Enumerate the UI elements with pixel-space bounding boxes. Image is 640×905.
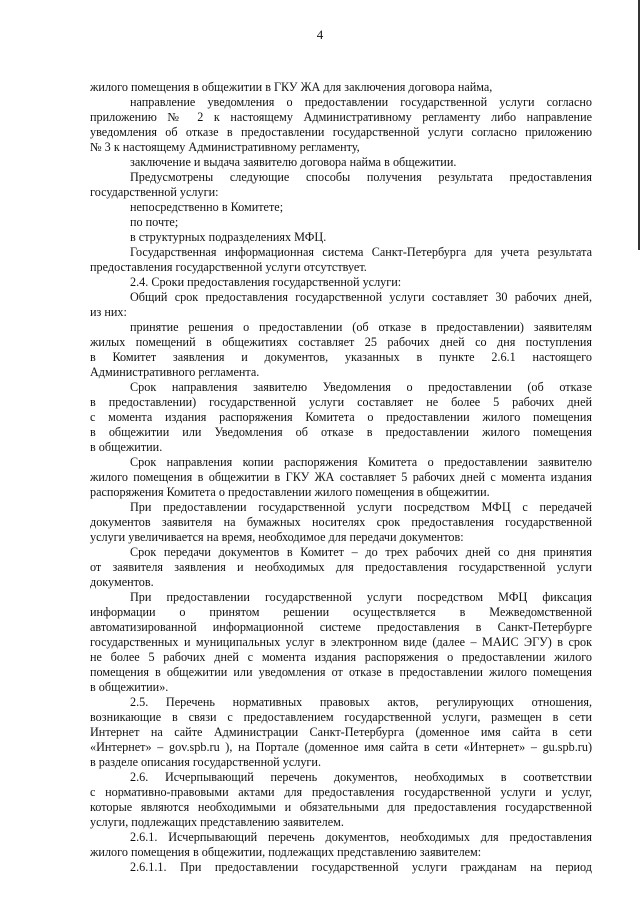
text-line: 2.6.1.1. При предоставлении государственной услуги гражданам на период — [130, 860, 592, 874]
text-line: Общий срок предоставления государственной услуги составляет 30 рабочих дней, — [130, 290, 592, 304]
text-line: в общежитии или Уведомления об отказе в предоставлении жилого помещения — [90, 425, 592, 439]
text-line: в предоставлении) государственной услуги составляет не более 5 рабочих дней — [90, 395, 592, 409]
text-line: с момента издания распоряжения Комитета о предоставлении жилого помещения — [90, 410, 592, 424]
text-line: от заявителя заявления и необходимых для предоставления государственной услуги — [90, 560, 592, 574]
text-line: с нормативно-правовыми актами для предоставления государственной услуги и услуг, — [90, 785, 592, 799]
text-line: жилого помещения в общежитии в ГКУ ЖА для заключения договора найма, — [90, 80, 493, 94]
text-line: документов заявителя на бумажных носителях срок предоставления государственной — [90, 515, 592, 529]
text-line: Государственная информационная система Санкт-Петербурга для учета результата — [130, 245, 592, 259]
text-line: автоматизированной информационной системе предоставления в Санкт-Петербурге — [90, 620, 592, 634]
text-line: заключение и выдача заявителю договора найма в общежитии. — [130, 155, 457, 169]
text-line: непосредственно в Комитете; — [130, 200, 284, 214]
text-line: жилых помещений в общежитиях составляет 25 рабочих дней со дня поступления — [90, 335, 592, 349]
text-line: Срок передачи документов в Комитет – до трех рабочих дней со дня принятия — [130, 545, 592, 559]
text-line: государственной услуги: — [90, 185, 219, 199]
text-line: «Интернет» – gov.spb.ru ), на Портале (доменное имя сайта в сети «Интернет» – gu.spb.ru) — [90, 740, 592, 754]
text-line: помещения в общежитии или уведомления от отказе в предоставлении жилого помещения — [90, 665, 592, 679]
text-line: услуги, подлежащих представлению заявителем. — [90, 815, 344, 829]
text-line: в разделе описания государственной услуги. — [90, 755, 322, 769]
text-line: информации о принятом решении осуществляется в Межведомственной — [90, 605, 592, 619]
text-line: принятие решения о предоставлении (об отказе в предоставлении) заявителям — [130, 320, 592, 334]
text-line: № 3 к настоящему Административному регламенту, — [90, 140, 360, 154]
text-line: При предоставлении государственной услуги посредством МФЦ с передачей — [130, 500, 592, 514]
text-line: жилого помещения в общежитии, подлежащих представлению заявителем: — [90, 845, 482, 859]
text-line: направление уведомления о предоставлении государственной услуги согласно — [130, 95, 592, 109]
text-line: Предусмотрены следующие способы получения результата предоставления — [130, 170, 592, 184]
text-line: в общежитии. — [90, 440, 163, 454]
text-line: жилого помещения в общежитии в ГКУ ЖА составляет 5 рабочих дней с момента издания — [90, 470, 592, 484]
page-number: 4 — [316, 27, 324, 42]
text-line: 2.4. Сроки предоставления государственной услуги: — [130, 275, 402, 289]
text-line: в Комитет заявления и документов, указанных в пункте 2.6.1 настоящего — [90, 350, 592, 364]
text-line: из них: — [90, 305, 127, 319]
text-line: распоряжения Комитета о предоставлении жилого помещения в общежитии. — [90, 485, 490, 499]
text-line: уведомления об отказе в предоставлении государственной услуги согласно приложению — [90, 125, 592, 139]
text-line: 2.5. Перечень нормативных правовых актов, регулирующих отношения, — [130, 695, 592, 709]
text-line: документов. — [90, 575, 154, 589]
text-line: Административного регламента. — [90, 365, 260, 379]
text-line: При предоставлении государственной услуги посредством МФЦ фиксация — [130, 590, 592, 604]
text-line: услуги увеличивается на время, необходимое для передачи документов: — [90, 530, 464, 544]
text-line: по почте; — [130, 215, 179, 229]
text-line: 2.6.1. Исчерпывающий перечень документов, необходимых для предоставления — [130, 830, 592, 844]
text-line: которые являются необходимыми и обязательными для предоставления государственной — [90, 800, 592, 814]
text-line: возникающие в связи с предоставлением государственной услуги, размещен в сети — [90, 710, 592, 724]
text-line: государственных и муниципальных услуг в электронном виде (далее – МАИС ЭГУ) в срок — [90, 635, 592, 649]
text-line: приложению № 2 к настоящему Административному регламенту либо направление — [90, 110, 592, 124]
text-line: в общежитии». — [90, 680, 169, 694]
text-line: предоставления государственной услуги отсутствует. — [90, 260, 367, 274]
text-line: не более 5 рабочих дней с момента издания распоряжения о предоставлении жилого — [90, 650, 592, 664]
text-line: Интернет на сайте Администрации Санкт-Петербурга (доменное имя сайта в сети — [90, 725, 592, 739]
text-line: Срок направления копии распоряжения Комитета о предоставлении заявителю — [130, 455, 592, 469]
text-line: в структурных подразделениях МФЦ. — [130, 230, 327, 244]
text-line: Срок направления заявителю Уведомления о предоставлении (об отказе — [130, 380, 592, 394]
text-line: 2.6. Исчерпывающий перечень документов, необходимых в соответствии — [130, 770, 592, 784]
